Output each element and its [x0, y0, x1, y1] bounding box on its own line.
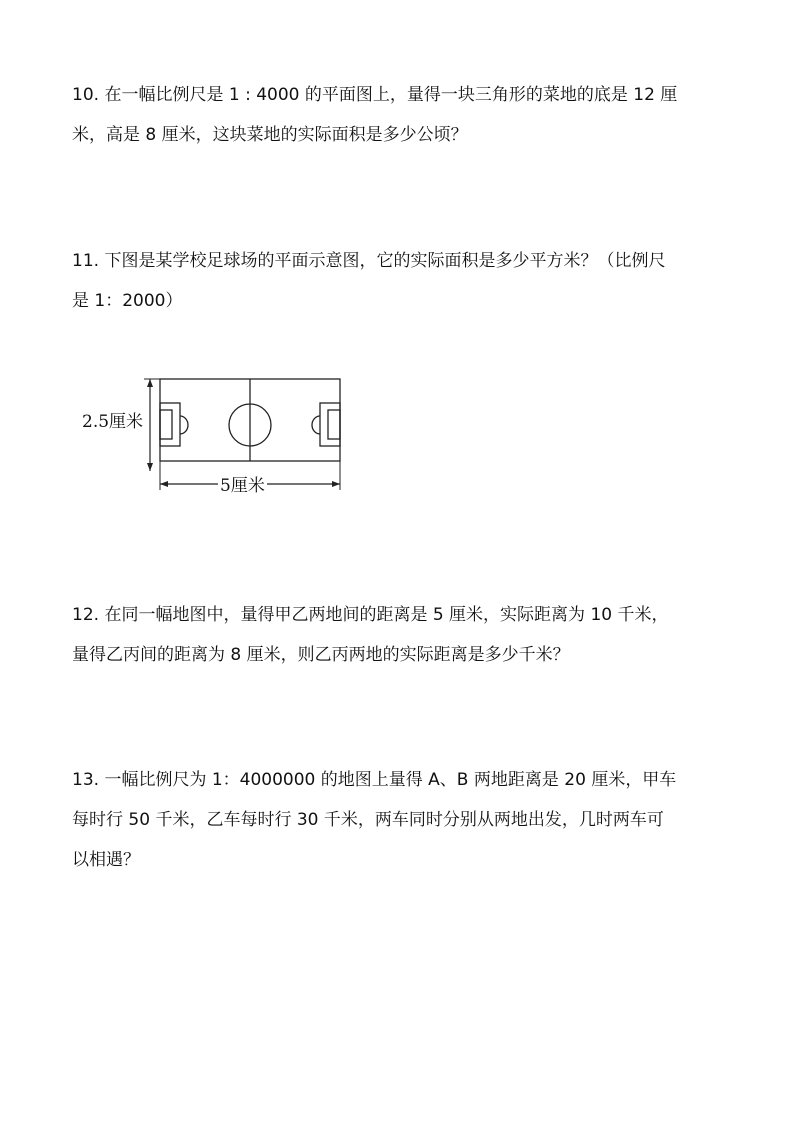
left-goal-box [160, 410, 172, 439]
problem-13-line-3: 以相遇？ [72, 850, 140, 870]
problem-11-line-2: 是 1：2000） [72, 291, 183, 311]
right-penalty-arc [312, 416, 320, 434]
left-penalty-arc [180, 416, 188, 434]
problem-12-line-2: 量得乙丙间的距离为 8 厘米，则乙丙两地的实际距离是多少千米？ [72, 645, 570, 665]
problem-10-line-1: 10. 在一幅比例尺是 1 : 4000 的平面图上，量得一块三角形的菜地的底是 12 厘 [72, 85, 678, 105]
problem-13-line-1: 13. 一幅比例尺为 1：4000000 的地图上量得 A、B 两地距离是 20 厘米，甲车 [72, 770, 677, 790]
width-dimension-label: 5厘米 [220, 476, 265, 496]
width-left-arrow [160, 481, 168, 487]
width-right-arrow [332, 481, 340, 487]
problem-11-line-1: 11. 下图是某学校足球场的平面示意图，它的实际面积是多少平方米？（比例尺 [72, 251, 666, 271]
problem-10 [72, 75, 732, 155]
problem-13-line-2: 每时行 50 千米，乙车每时行 30 千米，两车同时分别从两地出发，几时两车可 [72, 810, 664, 830]
right-goal-box [328, 410, 340, 439]
problem-12 [72, 595, 732, 675]
problem-12-line-1: 12. 在同一幅地图中，量得甲乙两地间的距离是 5 厘米，实际距离为 10 千米， [72, 605, 669, 625]
soccer-field-diagram [78, 368, 358, 498]
height-dimension-label: 2.5厘米 [82, 412, 144, 432]
height-bottom-arrow [147, 463, 153, 471]
problem-11 [72, 241, 732, 321]
problem-13 [72, 760, 732, 880]
height-top-arrow [147, 379, 153, 387]
problem-10-line-2: 米，高是 8 厘米，这块菜地的实际面积是多少公顷？ [72, 125, 468, 145]
